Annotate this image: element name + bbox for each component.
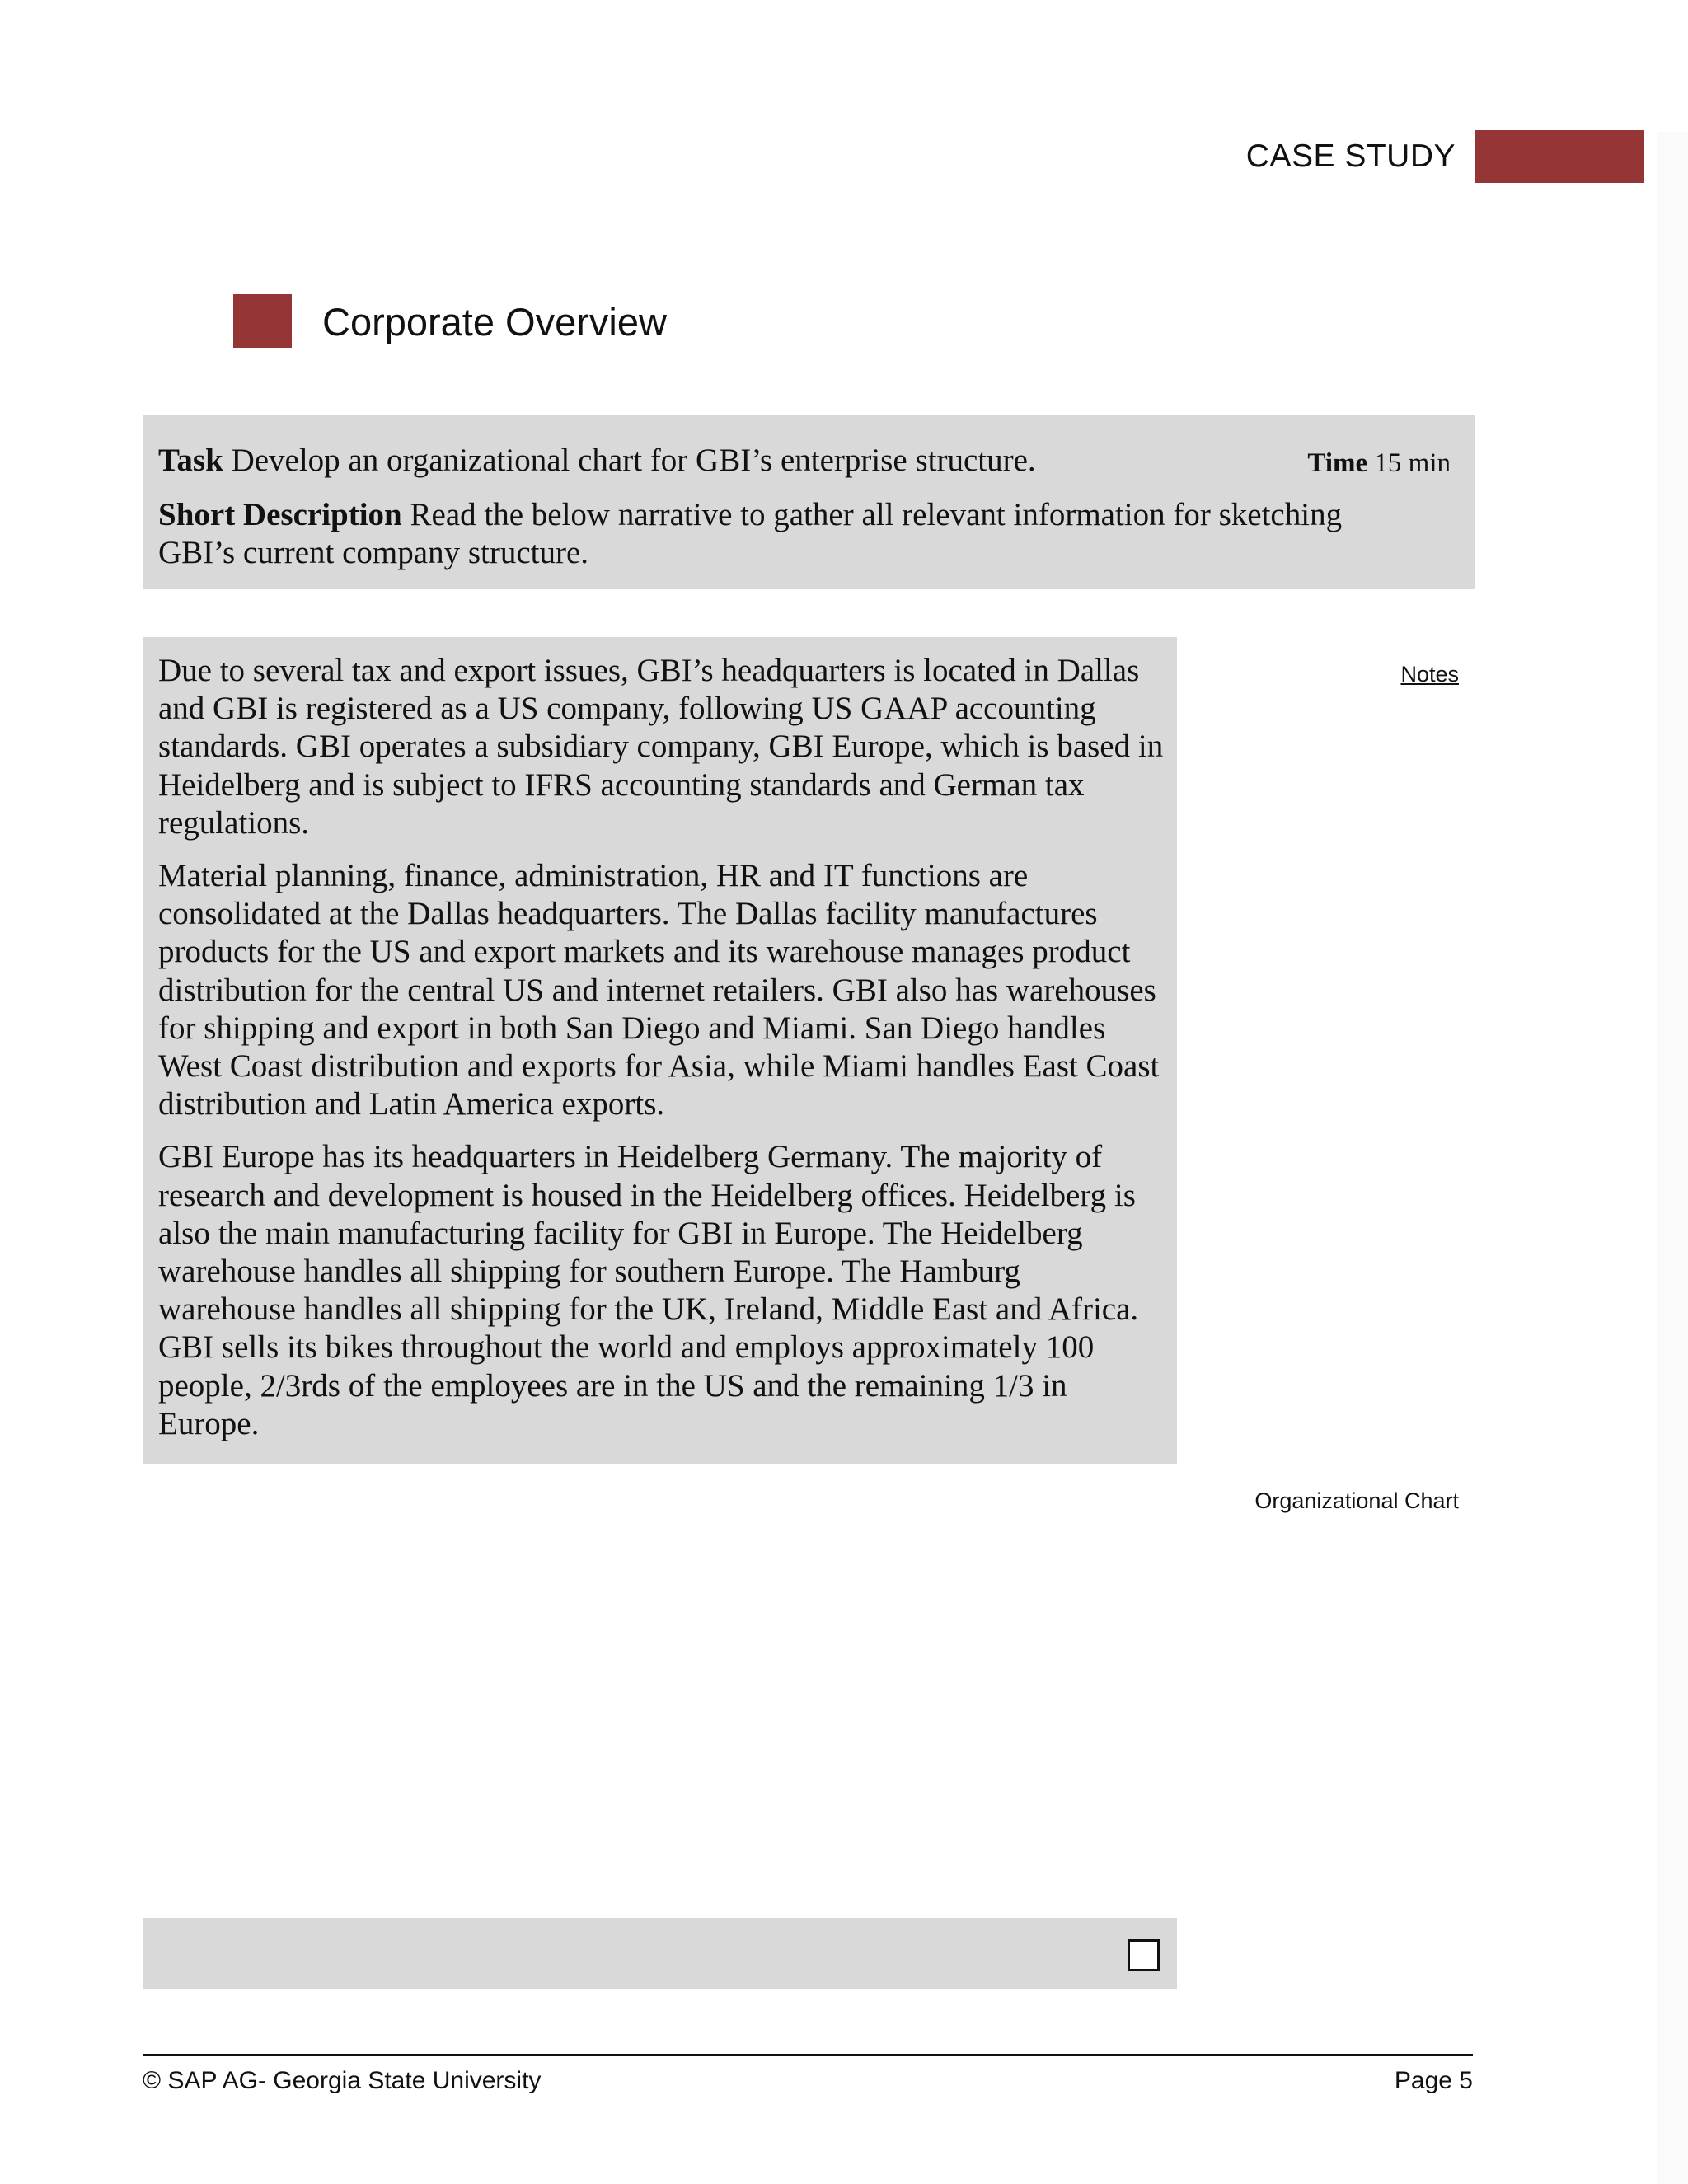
footer-copyright: © SAP AG- Georgia State University: [143, 2067, 542, 2094]
narrative-paragraph: Material planning, finance, administration, HR and IT functions are consolidated at the Dallas headquarters. The Dallas facility manufactures products for the US and export markets and its warehouse manages product distribution for the central US and internet retailers. GBI also has warehouses for shipping and export in both San Diego and Miami. San Diego handles West Coast distribution and exports for Asia, while Miami handles East Coast distribution and Latin America exports.: [158, 858, 1160, 1122]
footer-page-number: Page 5: [1394, 2067, 1473, 2094]
short-description-label: Short Description: [158, 497, 402, 532]
page-margin-strip: [1657, 132, 1688, 2184]
narrative-box: [143, 637, 1177, 1464]
task-box: [143, 415, 1475, 589]
short-description-text: Read the below narrative to gather all relevant information for sketching GBI’s current company structure.: [158, 497, 1343, 570]
header-accent-bar: [1475, 130, 1644, 183]
time-value: 15 min: [1374, 448, 1451, 478]
task-label: Task: [158, 443, 223, 478]
task-line: [158, 442, 1451, 480]
narrative-paragraph: Due to several tax and export issues, GBI’s headquarters is located in Dallas and GBI is registered as a US company, following US GAAP accounting standards. GBI operates a subsidiary company, GBI Europe, which is based in Heidelberg and is subject to IFRS accounting standards and German tax regulations.: [158, 653, 1164, 841]
completion-checkbox[interactable]: [1128, 1939, 1160, 1971]
case-study-label: CASE STUDY: [1245, 138, 1456, 174]
notes-link[interactable]: Notes: [1400, 662, 1459, 687]
time-label: Time: [1307, 448, 1368, 478]
completion-bar: [143, 1918, 1177, 1989]
page-title: Corporate Overview: [322, 300, 667, 344]
section-marker: [233, 294, 292, 348]
org-chart-label: Organizational Chart: [1254, 1488, 1459, 1513]
narrative-paragraph: GBI Europe has its headquarters in Heidelberg Germany. The majority of research and development is housed in the Heidelberg offices. Heidelberg is also the main manufacturing facility for GBI in Europe. The Heidelberg warehouse handles all shipping for southern Europe. The Hamburg warehouse handles all shipping for the UK, Ireland, Middle East and Africa. GBI sells its bikes throughout the world and employs approximately 100 people, 2/3rds of the employees are in the US and the remaining 1/3 in Europe.: [158, 1139, 1139, 1441]
footer-divider: [143, 2054, 1473, 2056]
short-description: [158, 496, 1395, 572]
time-info: [1307, 444, 1451, 482]
task-text: Develop an organizational chart for GBI’s enterprise structure.: [231, 443, 1036, 478]
